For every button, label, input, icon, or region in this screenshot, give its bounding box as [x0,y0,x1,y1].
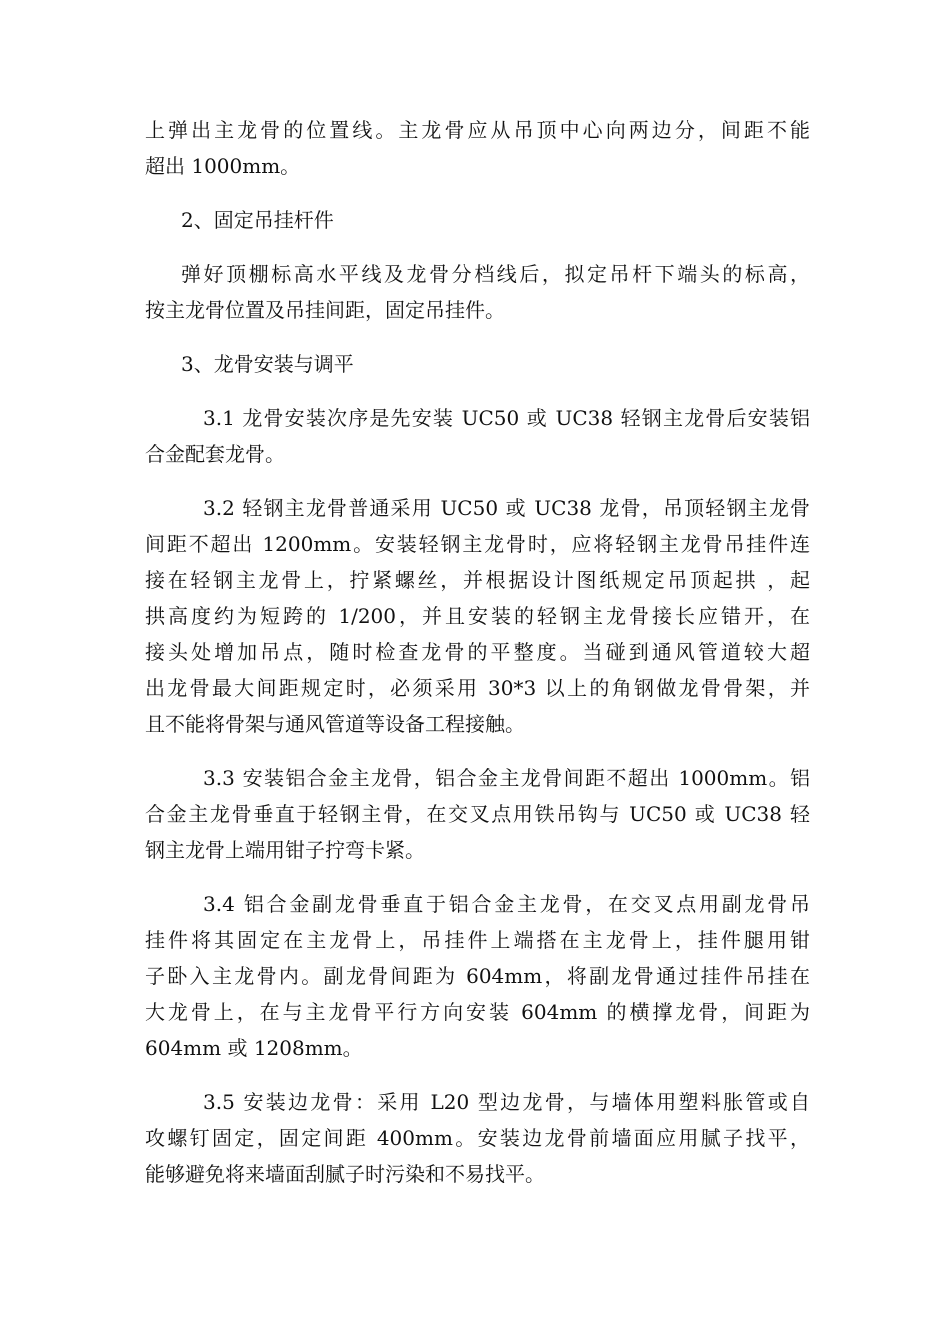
text-line: 能够避免将来墙面刮腻子时污染和不易找平。 [145,1162,545,1186]
text-line: 大龙骨上，在与主龙骨平行方向安装 604mm 的横撑龙骨，间距为 [145,1000,810,1024]
text-line: 且不能将骨架与通风管道等设备工程接触。 [145,712,525,736]
text-line: 子卧入主龙骨内。副龙骨间距为 604mm，将副龙骨通过挂件吊挂在 [145,964,810,988]
text-line: 3.3 安装铝合金主龙骨，铝合金主龙骨间距不超出 1000mm。铝 [203,766,810,790]
text-line: 间距不超出 1200mm。安装轻钢主龙骨时，应将轻钢主龙骨吊挂件连 [145,532,810,556]
text-line: 弹好顶棚标高水平线及龙骨分档线后，拟定吊杆下端头的标高， [181,262,810,286]
paragraph-gap [145,742,810,760]
paragraph-gap [145,868,810,886]
paragraph-gap [145,1066,810,1084]
text-line: 接头处增加吊点，随时检查龙骨的平整度。当碰到通风管道较大超 [145,640,810,664]
paragraph-gap [145,238,810,256]
paragraph [145,490,810,742]
text-line: 出龙骨最大间距规定时，必须采用 30*3 以上的角钢做龙骨骨架，并 [145,676,810,700]
text-line: 攻螺钉固定，固定间距 400mm。安装边龙骨前墙面应用腻子找平， [145,1126,810,1150]
paragraph [145,256,810,328]
section-heading [145,202,810,238]
text-line: 2、固定吊挂杆件 [181,208,334,232]
text-line: 钢主龙骨上端用钳子拧弯卡紧。 [145,838,425,862]
paragraph [145,400,810,472]
text-line: 上弹出主龙骨的位置线。主龙骨应从吊顶中心向两边分，间距不能 [145,118,810,142]
text-line: 3、龙骨安装与调平 [181,352,354,376]
text-line: 合金配套龙骨。 [145,442,285,466]
text-line: 超出 1000mm。 [145,154,301,178]
paragraph-gap [145,328,810,346]
text-line: 604mm 或 1208mm。 [145,1036,363,1060]
paragraph [145,1084,810,1192]
text-line: 3.5 安装边龙骨：采用 L20 型边龙骨，与墙体用塑料胀管或自 [203,1090,810,1114]
paragraph-gap [145,472,810,490]
text-line: 3.1 龙骨安装次序是先安装 UC50 或 UC38 轻钢主龙骨后安装铝 [203,406,810,430]
text-line: 按主龙骨位置及吊挂间距，固定吊挂件。 [145,298,505,322]
paragraph [145,760,810,868]
text-line: 3.2 轻钢主龙骨普通采用 UC50 或 UC38 龙骨，吊顶轻钢主龙骨 [203,496,810,520]
paragraph [145,886,810,1066]
text-line: 3.4 铝合金副龙骨垂直于铝合金主龙骨，在交叉点用副龙骨吊 [203,892,810,916]
paragraph [145,112,810,184]
text-line: 合金主龙骨垂直于轻钢主骨，在交叉点用铁吊钩与 UC50 或 UC38 轻 [145,802,810,826]
text-line: 接在轻钢主龙骨上，拧紧螺丝，并根据设计图纸规定吊顶起拱 ，起 [145,568,810,592]
section-heading [145,346,810,382]
text-line: 拱高度约为短跨的 1/200，并且安装的轻钢主龙骨接长应错开，在 [145,604,810,628]
paragraph-gap [145,184,810,202]
document-body [145,112,810,1192]
text-line: 挂件将其固定在主龙骨上，吊挂件上端搭在主龙骨上，挂件腿用钳 [145,928,810,952]
paragraph-gap [145,382,810,400]
